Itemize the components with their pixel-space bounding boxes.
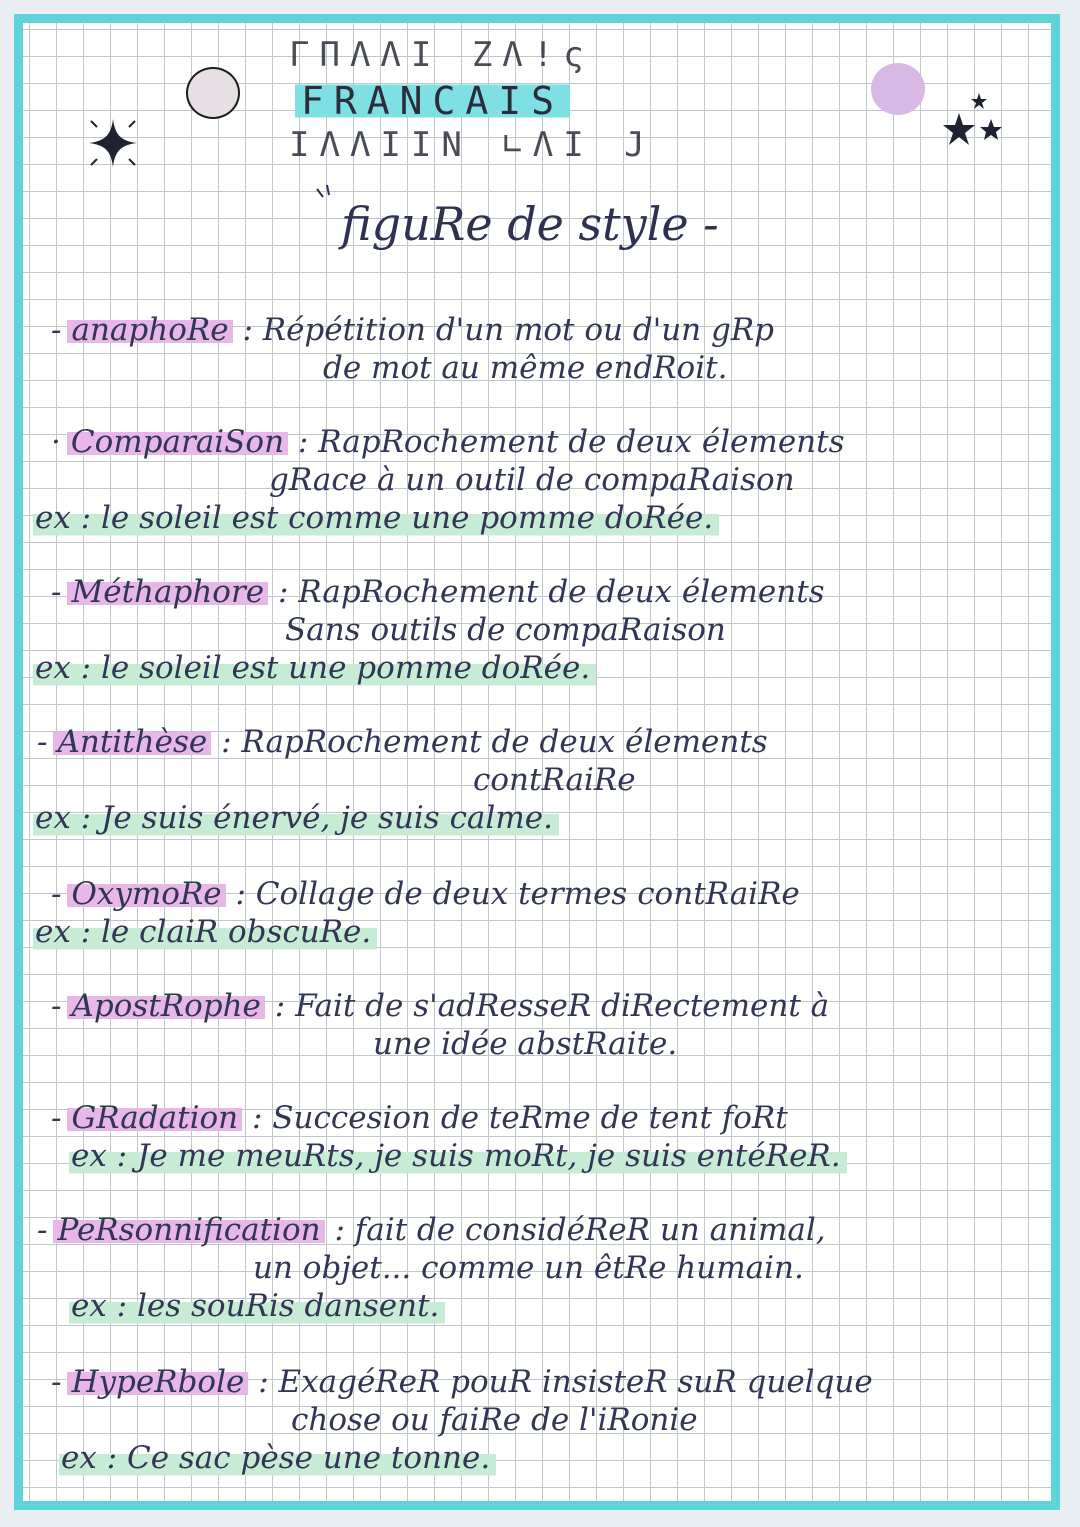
example: ex : le claiR obscuRe. (33, 913, 377, 951)
definition: : Collage de deux termes contRaiRe (235, 876, 800, 912)
term: anaphoRe (67, 312, 232, 348)
definition-line-2: de mot au même endRoit. (323, 350, 728, 386)
definition-line-2: Sans outils de compaRaison (285, 612, 726, 648)
term: GRadation (67, 1100, 242, 1136)
definition: : ExagéReR pouR insisteR suR quelque (258, 1364, 873, 1400)
entry-hyperbole: - HypeRbole : ExagéReR pouR insisteR suR quelque (51, 1364, 873, 1400)
sparkle-icon (85, 115, 141, 171)
title-deco-bottom: ΙΛΛΙΙΝ ∟ΛΙ J (289, 125, 655, 165)
term: OxymoRe (67, 876, 225, 912)
definition-line-2: une idée abstRaite. (373, 1026, 678, 1062)
entry-gradation: - GRadation : Succesion de teRme de tent foRt (51, 1100, 788, 1136)
definition: : RapRochement de deux élements (221, 724, 768, 760)
punch-hole-left (186, 67, 240, 119)
stars-icon (929, 93, 1019, 153)
example: ex : Ce sac pèse une tonne. (59, 1439, 496, 1477)
term: Antithèse (53, 724, 211, 760)
example: ex : Je suis énervé, je suis calme. (33, 799, 559, 837)
definition: : Succesion de teRme de tent foRt (251, 1100, 788, 1136)
example: ex : Je me meuRts, je suis moRt, je suis entéReR. (69, 1137, 847, 1175)
definition: : fait de considéReR un animal, (334, 1212, 826, 1248)
title-block (289, 35, 709, 175)
definition-line-2: gRace à un outil de compaRaison (269, 462, 795, 498)
term: HypeRbole (67, 1364, 248, 1400)
definition-line-2: contRaiRe (473, 762, 636, 798)
definition-line-2: chose ou faiRe de l'iRonie (291, 1402, 698, 1438)
example: ex : le soleil est comme une pomme doRée. (33, 499, 719, 537)
term: Méthaphore (67, 574, 268, 610)
entry-antithese: - Antithèse : RapRochement de deux élements (37, 724, 768, 760)
entry-oxymore: - OxymoRe : Collage de deux termes contRaiRe (51, 876, 800, 912)
entry-comparaison: · ComparaiSon : RapRochement de deux élements (51, 424, 845, 460)
page-title: FRANCAIS (295, 79, 570, 123)
entry-anaphore: - anaphoRe : Répétition d'un mot ou d'un gRp (51, 312, 775, 348)
subtitle: figuRe de style - (341, 197, 719, 251)
term: ComparaiSon (67, 424, 288, 460)
emphasis-ticks-icon (313, 183, 343, 213)
title-deco-top: ΓΠΛΛΙ ΖΛ!ς (289, 35, 594, 75)
notebook-page (14, 14, 1060, 1510)
term: ApostRophe (67, 988, 264, 1024)
punch-hole-right (871, 63, 925, 115)
definition: : Fait de s'adResseR diRectement à (274, 988, 830, 1024)
definition: : RapRochement de deux élements (277, 574, 825, 610)
example: ex : les souRis dansent. (69, 1287, 445, 1325)
definition: : Répétition d'un mot ou d'un gRp (242, 312, 775, 348)
term: PeRsonnification (53, 1212, 324, 1248)
entry-apostrophe: - ApostRophe : Fait de s'adResseR diRectement à (51, 988, 830, 1024)
definition: : RapRochement de deux élements (297, 424, 845, 460)
entry-personnification: - PeRsonnification : fait de considéReR un animal, (37, 1212, 826, 1248)
example: ex : le soleil est une pomme doRée. (33, 649, 596, 687)
definition-line-2: un objet... comme un êtRe humain. (253, 1250, 804, 1286)
entry-methaphore: - Méthaphore : RapRochement de deux élements (51, 574, 825, 610)
